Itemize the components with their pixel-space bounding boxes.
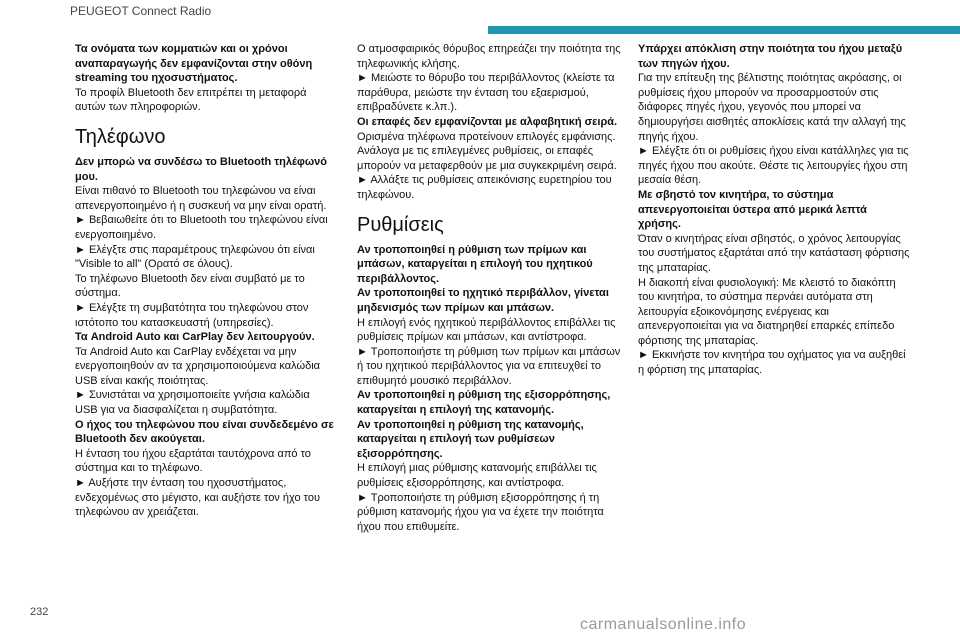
column-3 xyxy=(638,42,910,378)
question-heading: Αν τροποποιηθεί το ηχητικό περιβάλλον, γίνεται μηδενισμός των πρίμων και μπάσων. xyxy=(357,287,609,314)
body-paragraph: ► Ελέγξτε τη συμβατότητα του τηλεφώνου στον ιστότοπο του κατασκευαστή (υπηρεσίες). xyxy=(75,301,309,329)
section-heading: Τηλέφωνο xyxy=(75,125,166,148)
body-paragraph: ► Αλλάξτε τις ρυθμίσεις απεικόνισης ευρετηρίου του τηλεφώνου. xyxy=(357,174,612,201)
page-header-title: PEUGEOT Connect Radio xyxy=(70,4,212,18)
body-paragraph: Το προφίλ Bluetooth δεν επιτρέπει τη μεταφορά αυτών των πληροφοριών. xyxy=(75,86,307,114)
body-paragraph: Η διακοπή είναι φυσιολογική: Με κλειστό το διακόπτη του κινητήρα, το σύστημα περνάει αυτόματα στη λειτουργία εξοικονόμησης ενέργειας και απενεργοποιείται για να διατηρηθεί επαρκές επίπεδο φόρτισης της μπαταρίας. xyxy=(638,276,896,347)
question-heading: Αν τροποποιηθεί η ρύθμιση της κατανομής, καταργείται η επιλογή των ρυθμίσεων εξισορρόπησης. xyxy=(357,418,584,460)
body-paragraph: Η επιλογή μιας ρύθμισης κατανομής επιβάλλει τις ρυθμίσεις εξισορρόπησης, και αντίστροφα. xyxy=(357,462,597,490)
body-paragraph: Ορισμένα τηλέφωνα προτείνουν επιλογές εμφάνισης. Ανάλογα με τις επιλεγμένες ρυθμίσεις, οι επαφές μπορούν να μεταφερθούν με μια συγκεκριμένη σειρά. xyxy=(357,130,617,172)
header-accent-bar xyxy=(488,26,960,34)
question-heading: Τα Android Auto και CarPlay δεν λειτουργούν. xyxy=(75,331,315,344)
body-paragraph: ► Εκκινήστε τον κινητήρα του οχήματος για να αυξηθεί η φόρτιση της μπαταρίας. xyxy=(638,349,906,377)
question-heading: Τα ονόματα των κομματιών και οι χρόνοι αναπαραγωγής δεν εμφανίζονται στην οθόνη streaming του ηχοσυστήματος. xyxy=(75,43,313,85)
question-heading: Δεν μπορώ να συνδέσω το Bluetooth τηλέφωνό μου. xyxy=(75,155,327,183)
question-heading: Υπάρχει απόκλιση στην ποιότητα του ήχου μεταξύ των πηγών ήχου. xyxy=(638,43,903,70)
body-paragraph: ► Τροποποιήστε τη ρύθμιση των πρίμων και μπάσων ή του ηχητικού περιβάλλοντος για να επιτευχθεί το επιθυμητό μουσικό περιβάλλον. xyxy=(357,345,621,387)
body-paragraph: ► Αυξήστε την ένταση του ηχοσυστήματος, ενδεχομένως στο μέγιστο, και αυξήστε τον ήχο του τηλεφώνου αν χρειάζεται. xyxy=(75,477,320,519)
body-paragraph: Το τηλέφωνο Bluetooth δεν είναι συμβατό με το σύστημα. xyxy=(75,272,305,300)
body-paragraph: Όταν ο κινητήρας είναι σβηστός, ο χρόνος λειτουργίας του συστήματος εξαρτάται από την κατάσταση φόρτισης της μπαταρίας. xyxy=(638,232,910,274)
body-paragraph: Για την επίτευξη της βέλτιστης ποιότητας ακρόασης, οι ρυθμίσεις ήχου μπορούν να προσαρμοστούν στις διάφορες πηγές ήχου, γεγονός που μπορεί να δημιουργήσει αισθητές αποκλίσεις κατά την αλλαγή της πηγής ήχου. xyxy=(638,72,906,143)
body-paragraph: ► Ελέγξτε ότι οι ρυθμίσεις ήχου είναι κατάλληλες για τις πηγές ήχου που ακούτε. Θέστε τις λειτουργίες ήχου στη μεσαία θέση. xyxy=(638,145,909,187)
body-paragraph: ► Μειώστε το θόρυβο του περιβάλλοντος (κλείστε τα παράθυρα, μειώστε την ένταση του εξαερισμού, επιβραδύνετε κ.λπ.). xyxy=(357,72,615,114)
body-paragraph: ► Τροποποιήστε τη ρύθμιση εξισορρόπησης ή τη ρύθμιση κατανομής ήχου για να έχετε την ποιότητα ήχου που επιθυμείτε. xyxy=(357,491,604,533)
page-number: 232 xyxy=(30,606,49,618)
watermark: carmanualsonline.info xyxy=(580,616,747,633)
body-paragraph: ► Ελέγξτε στις παραμέτρους τηλεφώνου ότι είναι "Visible to all" (Ορατό σε όλους). xyxy=(75,243,315,271)
column-2 xyxy=(357,42,622,534)
body-paragraph: Τα Android Auto και CarPlay ενδέχεται να μην ενεργοποιηθούν αν τα χρησιμοποιούμενα καλώδια USB είναι κακής ποιότητας. xyxy=(75,345,321,387)
body-paragraph: ► Βεβαιωθείτε ότι το Bluetooth του τηλεφώνου είναι ενεργοποιημένο. xyxy=(75,214,328,241)
body-paragraph: Η ένταση του ήχου εξαρτάται ταυτόχρονα από το σύστημα και το τηλέφωνο. xyxy=(75,447,311,475)
body-paragraph: Ο ατμοσφαιρικός θόρυβος επηρεάζει την ποιότητα της τηλεφωνικής κλήσης. xyxy=(357,43,621,70)
body-paragraph: ► Συνιστάται να χρησιμοποιείτε γνήσια καλώδια USB για να διασφαλίζεται η συμβατότητα. xyxy=(75,389,310,417)
question-heading: Ο ήχος του τηλεφώνου που είναι συνδεδεμένο σε Bluetooth δεν ακούγεται. xyxy=(75,418,334,446)
body-paragraph: Η επιλογή ενός ηχητικού περιβάλλοντος επιβάλλει τις ρυθμίσεις πρίμων και μπάσων, και αντίστροφα. xyxy=(357,316,616,344)
question-heading: Οι επαφές δεν εμφανίζονται με αλφαβητική σειρά. xyxy=(357,115,618,128)
question-heading: Με σβηστό τον κινητήρα, το σύστημα απενεργοποιείται ύστερα από μερικά λεπτά χρήσης. xyxy=(638,188,867,231)
question-heading: Αν τροποποιηθεί η ρύθμιση των πρίμων και μπάσων, καταργείται η επιλογή του ηχητικού περιβάλλοντος. xyxy=(357,243,593,285)
question-heading: Αν τροποποιηθεί η ρύθμιση της εξισορρόπησης, καταργείται η επιλογή της κατανομής. xyxy=(357,389,611,417)
column-1 xyxy=(75,42,335,520)
section-heading: Ρυθμίσεις xyxy=(357,213,444,236)
body-paragraph: Είναι πιθανό το Bluetooth του τηλεφώνου να είναι απενεργοποιημένο ή η συσκευή να μην είναι ορατή. xyxy=(75,185,327,212)
